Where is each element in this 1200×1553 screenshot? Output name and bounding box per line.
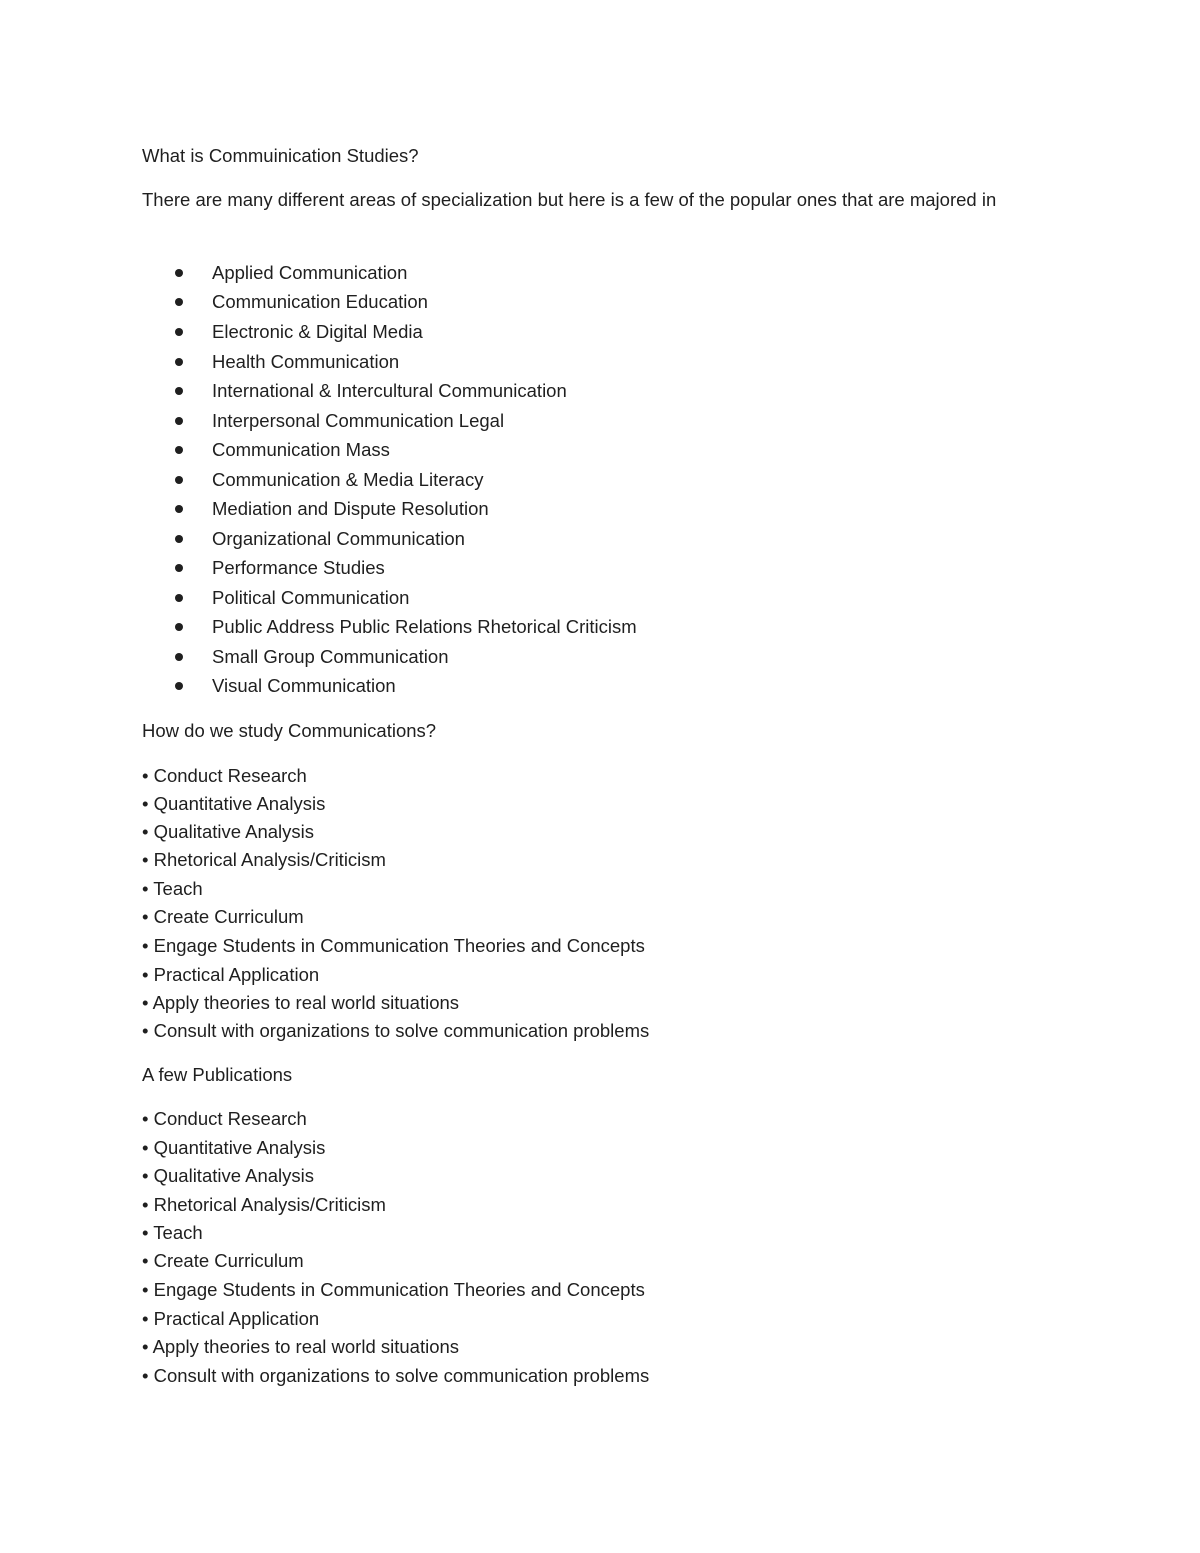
list-item: • Create Curriculum (142, 906, 304, 927)
list-item: • Apply theories to real world situations (142, 1336, 460, 1357)
list-item: • Conduct Research (142, 1108, 307, 1129)
list-item: • Consult with organizations to solve communication problems (142, 1020, 650, 1041)
list-item-label: Organizational Communication (212, 528, 465, 549)
section-heading-how-study: How do we study Communications? (142, 720, 437, 741)
list-item: • Teach (142, 878, 203, 899)
bullet-icon (175, 269, 183, 277)
bullet-icon (175, 623, 183, 631)
list-item-label: Communication Mass (212, 439, 390, 460)
intro-paragraph: There are many different areas of specialization but here is a few of the popular ones that are majored in (142, 189, 997, 210)
list-item: • Quantitative Analysis (142, 1137, 326, 1158)
list-item: • Qualitative Analysis (142, 821, 315, 842)
list-item-label: Visual Communication (212, 675, 396, 696)
list-item-label: Public Address Public Relations Rhetorical Criticism (212, 616, 637, 637)
list-item-label: Health Communication (212, 351, 400, 372)
bullet-icon (175, 358, 183, 366)
list-item-label: Communication Education (212, 291, 428, 312)
list-item-label: Communication & Media Literacy (212, 469, 484, 490)
list-item: • Quantitative Analysis (142, 793, 326, 814)
list-item: • Practical Application (142, 964, 320, 985)
section-heading-what-is: What is Commuinication Studies? (142, 145, 419, 166)
section-heading-publications: A few Publications (142, 1064, 293, 1085)
bullet-icon (175, 446, 183, 454)
list-item: • Engage Students in Communication Theories and Concepts (142, 935, 645, 956)
bullet-icon (175, 594, 183, 602)
list-item: • Teach (142, 1222, 203, 1243)
bullet-icon (175, 417, 183, 425)
bullet-icon (175, 505, 183, 513)
bullet-icon (175, 387, 183, 395)
list-item: • Qualitative Analysis (142, 1165, 315, 1186)
list-item-label: Applied Communication (212, 262, 408, 283)
bullet-icon (175, 535, 183, 543)
list-item-label: Performance Studies (212, 557, 385, 578)
list-item-label: Small Group Communication (212, 646, 449, 667)
bullet-icon (175, 682, 183, 690)
list-item-label: Political Communication (212, 587, 410, 608)
list-item: • Consult with organizations to solve communication problems (142, 1365, 650, 1386)
list-item: • Practical Application (142, 1308, 320, 1329)
bullet-icon (175, 328, 183, 336)
list-item-label: Electronic & Digital Media (212, 321, 423, 342)
list-item-label: International & Intercultural Communication (212, 380, 567, 401)
list-item-label: Mediation and Dispute Resolution (212, 498, 489, 519)
bullet-icon (175, 298, 183, 306)
bullet-icon (175, 476, 183, 484)
list-item: • Apply theories to real world situations (142, 992, 460, 1013)
bullet-icon (175, 653, 183, 661)
list-item: • Rhetorical Analysis/Criticism (142, 1194, 386, 1215)
list-item: • Conduct Research (142, 765, 307, 786)
list-item: • Engage Students in Communication Theories and Concepts (142, 1279, 645, 1300)
list-item-label: Interpersonal Communication Legal (212, 410, 505, 431)
bullet-icon (175, 564, 183, 572)
list-item: • Rhetorical Analysis/Criticism (142, 849, 386, 870)
list-item: • Create Curriculum (142, 1250, 304, 1271)
